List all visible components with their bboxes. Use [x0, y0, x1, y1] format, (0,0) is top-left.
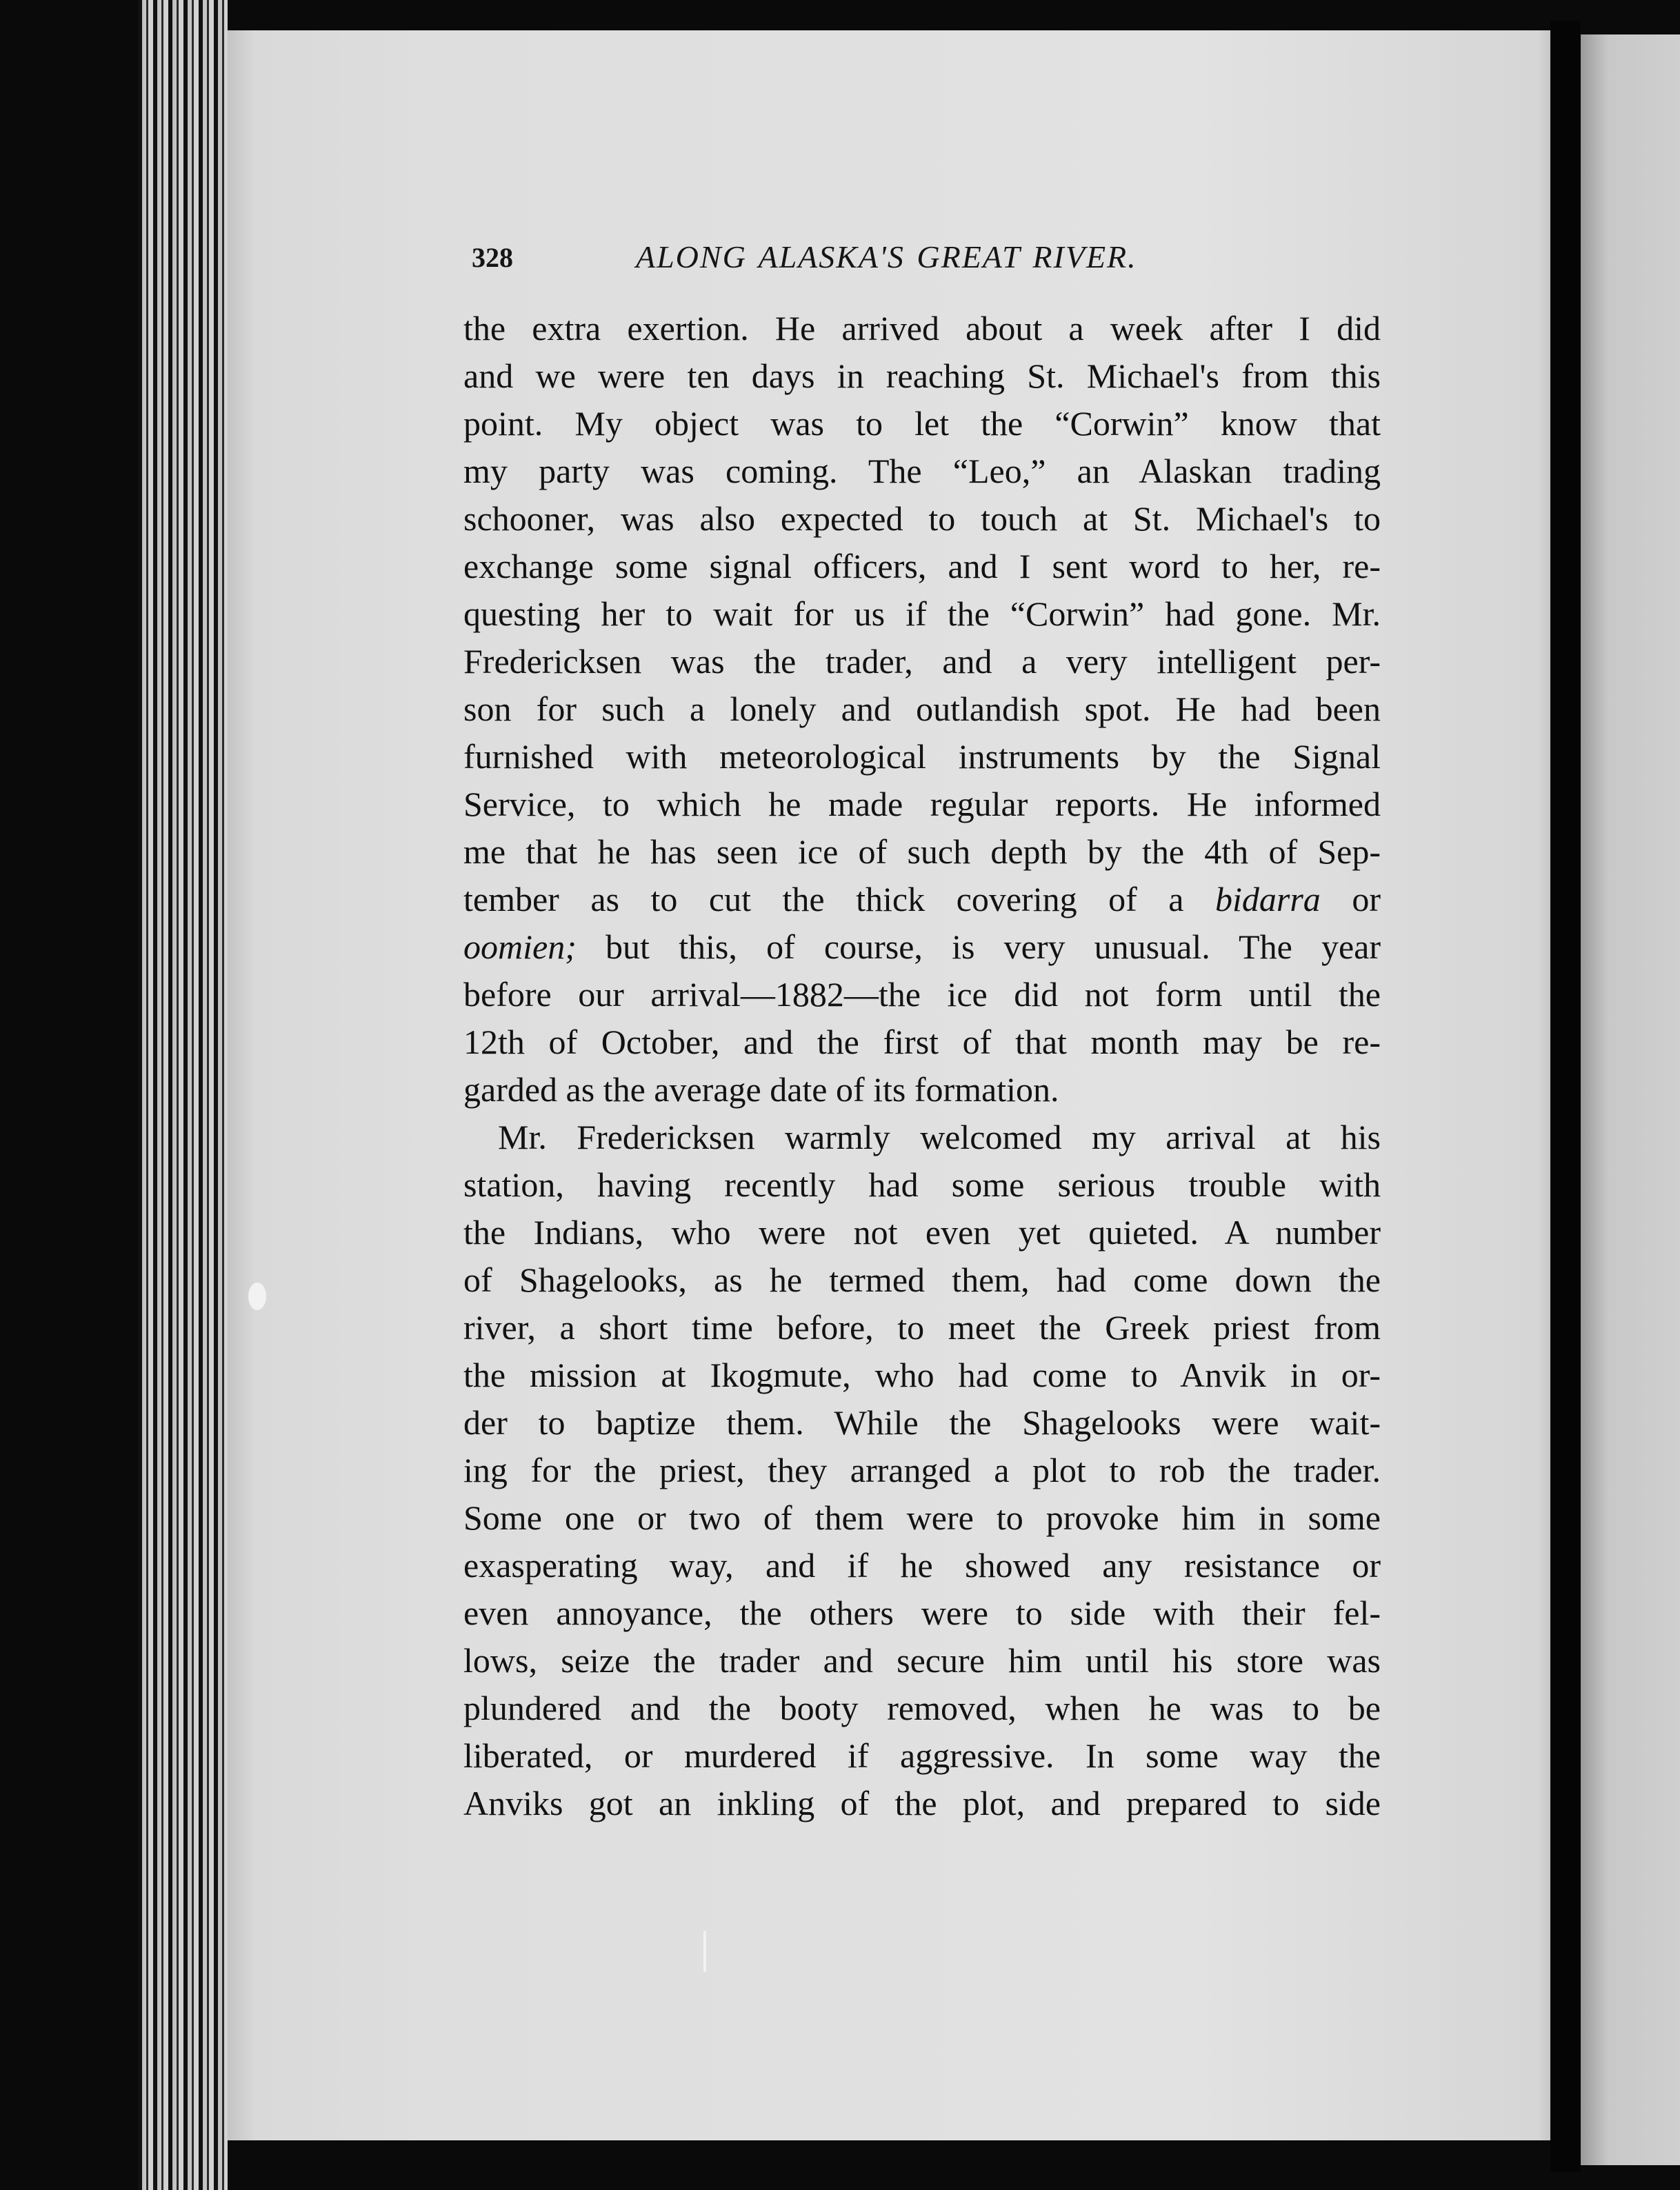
italic-term: bidarra — [1215, 880, 1321, 918]
page-number: 328 — [472, 242, 513, 273]
text-line: before our arrival—1882—the ice did not form until the — [463, 975, 1381, 1014]
text-line: Mr. Fredericksen warmly welcomed my arrival at his — [498, 1118, 1381, 1156]
text-line: Anviks got an inkling of the plot, and prepared to side — [463, 1784, 1381, 1822]
text-line: my party was coming. The “Leo,” an Alaskan trading — [463, 452, 1381, 490]
text-line: lows, seize the trader and secure him until his store was — [463, 1641, 1381, 1680]
italic-term: oomien; — [463, 927, 577, 966]
text-line: Service, to which he made regular reports. He informed — [463, 785, 1381, 823]
text-line: Fredericksen was the trader, and a very intelligent per- — [463, 642, 1381, 681]
text-line: river, a short time before, to meet the Greek priest from — [463, 1308, 1381, 1347]
text-line: questing her to wait for us if the “Corwin” had gone. Mr. — [463, 594, 1381, 633]
text-line: schooner, was also expected to touch at St. Michael's to — [463, 499, 1381, 538]
text-line: liberated, or murdered if aggressive. In some way the — [463, 1736, 1381, 1775]
running-title: ALONG ALASKA'S GREAT RIVER. — [636, 239, 1137, 274]
text-line: the extra exertion. He arrived about a week after I did — [463, 309, 1381, 348]
text-line — [463, 923, 1381, 971]
text-line: der to baptize them. While the Shagelooks were wait- — [463, 1403, 1381, 1442]
text-line: exasperating way, and if he showed any resistance or — [463, 1546, 1381, 1585]
body-text — [463, 305, 1381, 1827]
paragraph-1 — [463, 305, 1381, 1114]
paragraph-2 — [463, 1114, 1381, 1827]
scan-speck — [248, 1283, 266, 1310]
text-line: furnished with meteorological instruments by the Signal — [463, 737, 1381, 776]
text-line — [463, 876, 1381, 923]
text-line: 12th of October, and the first of that month may be re- — [463, 1023, 1381, 1061]
text-run: but this, of course, is very unusual. The year — [576, 927, 1381, 966]
text-line: and we were ten days in reaching St. Michael's from this — [463, 356, 1381, 395]
text-line: me that he has seen ice of such depth by the 4th of Sep- — [463, 832, 1381, 871]
facing-page-edge — [1581, 34, 1680, 2165]
text-line: even annoyance, the others were to side with their fel- — [463, 1594, 1381, 1632]
text-run: tember as to cut the thick covering of a — [463, 880, 1215, 918]
text-line: Some one or two of them were to provoke him in some — [463, 1498, 1381, 1537]
running-head — [472, 237, 1368, 279]
book-gutter — [1550, 21, 1581, 2172]
text-line: garded as the average date of its formation. — [463, 1070, 1059, 1109]
scan-speck — [703, 1931, 706, 1972]
text-line: of Shagelooks, as he termed them, had come down the — [463, 1260, 1381, 1299]
text-line: station, having recently had some serious trouble with — [463, 1165, 1381, 1204]
text-run: or — [1320, 880, 1381, 918]
text-line: son for such a lonely and outlandish spot. He had been — [463, 690, 1381, 728]
page-edges — [138, 0, 228, 2190]
text-line: ing for the priest, they arranged a plot to rob the trader. — [463, 1451, 1381, 1489]
text-line: exchange some signal officers, and I sent word to her, re- — [463, 547, 1381, 585]
text-line: point. My object was to let the “Corwin” know that — [463, 404, 1381, 443]
text-line: the Indians, who were not even yet quieted. A number — [463, 1213, 1381, 1252]
text-line: plundered and the booty removed, when he was to be — [463, 1689, 1381, 1727]
text-line: the mission at Ikogmute, who had come to Anvik in or- — [463, 1356, 1381, 1394]
